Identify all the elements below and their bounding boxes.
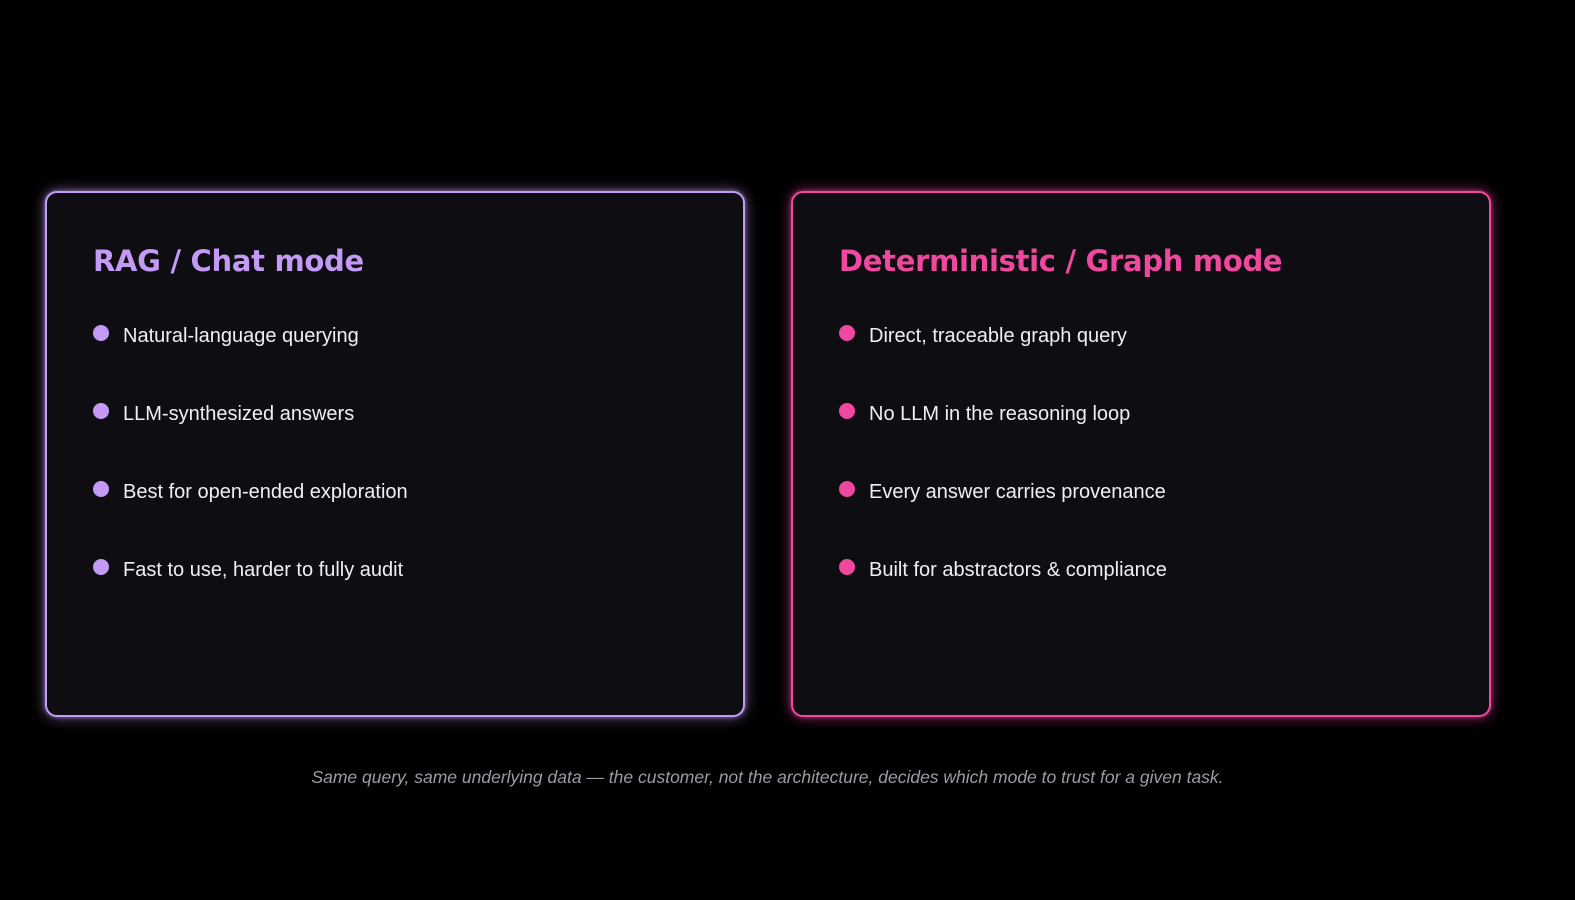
bullet-text: No LLM in the reasoning loop bbox=[869, 403, 1131, 425]
list-item bbox=[839, 555, 1167, 633]
bullet-text: Natural-language querying bbox=[123, 325, 359, 347]
bullet-text: Built for abstractors & compliance bbox=[869, 559, 1167, 581]
bullet-text: Every answer carries provenance bbox=[869, 481, 1166, 503]
bullet-dot-icon bbox=[93, 403, 109, 419]
bullet-dot-icon bbox=[839, 403, 855, 419]
list-item bbox=[839, 477, 1167, 555]
list-item bbox=[93, 555, 408, 633]
list-item bbox=[93, 477, 408, 555]
bullet-dot-icon bbox=[93, 481, 109, 497]
bullet-text: Best for open-ended exploration bbox=[123, 481, 408, 503]
bullet-dot-icon bbox=[839, 559, 855, 575]
graph-bullet-list bbox=[839, 321, 1167, 633]
list-item bbox=[93, 399, 408, 477]
bullet-dot-icon bbox=[839, 481, 855, 497]
list-item bbox=[839, 399, 1167, 477]
list-item bbox=[839, 321, 1167, 399]
rag-bullet-list bbox=[93, 321, 408, 633]
bullet-dot-icon bbox=[93, 559, 109, 575]
footnote-caption: Same query, same underlying data — the customer, not the architecture, decides which mode to trust for a given task. bbox=[311, 767, 1224, 787]
rag-chat-mode-card bbox=[45, 191, 745, 717]
bullet-text: Fast to use, harder to fully audit bbox=[123, 559, 404, 581]
bullet-dot-icon bbox=[93, 325, 109, 341]
bullet-text: Direct, traceable graph query bbox=[869, 325, 1127, 347]
rag-card-title: RAG / Chat mode bbox=[93, 244, 364, 278]
bullet-dot-icon bbox=[839, 325, 855, 341]
list-item bbox=[93, 321, 408, 399]
bullet-text: LLM-synthesized answers bbox=[123, 403, 355, 425]
graph-card-title: Deterministic / Graph mode bbox=[839, 244, 1283, 278]
deterministic-graph-mode-card bbox=[791, 191, 1491, 717]
